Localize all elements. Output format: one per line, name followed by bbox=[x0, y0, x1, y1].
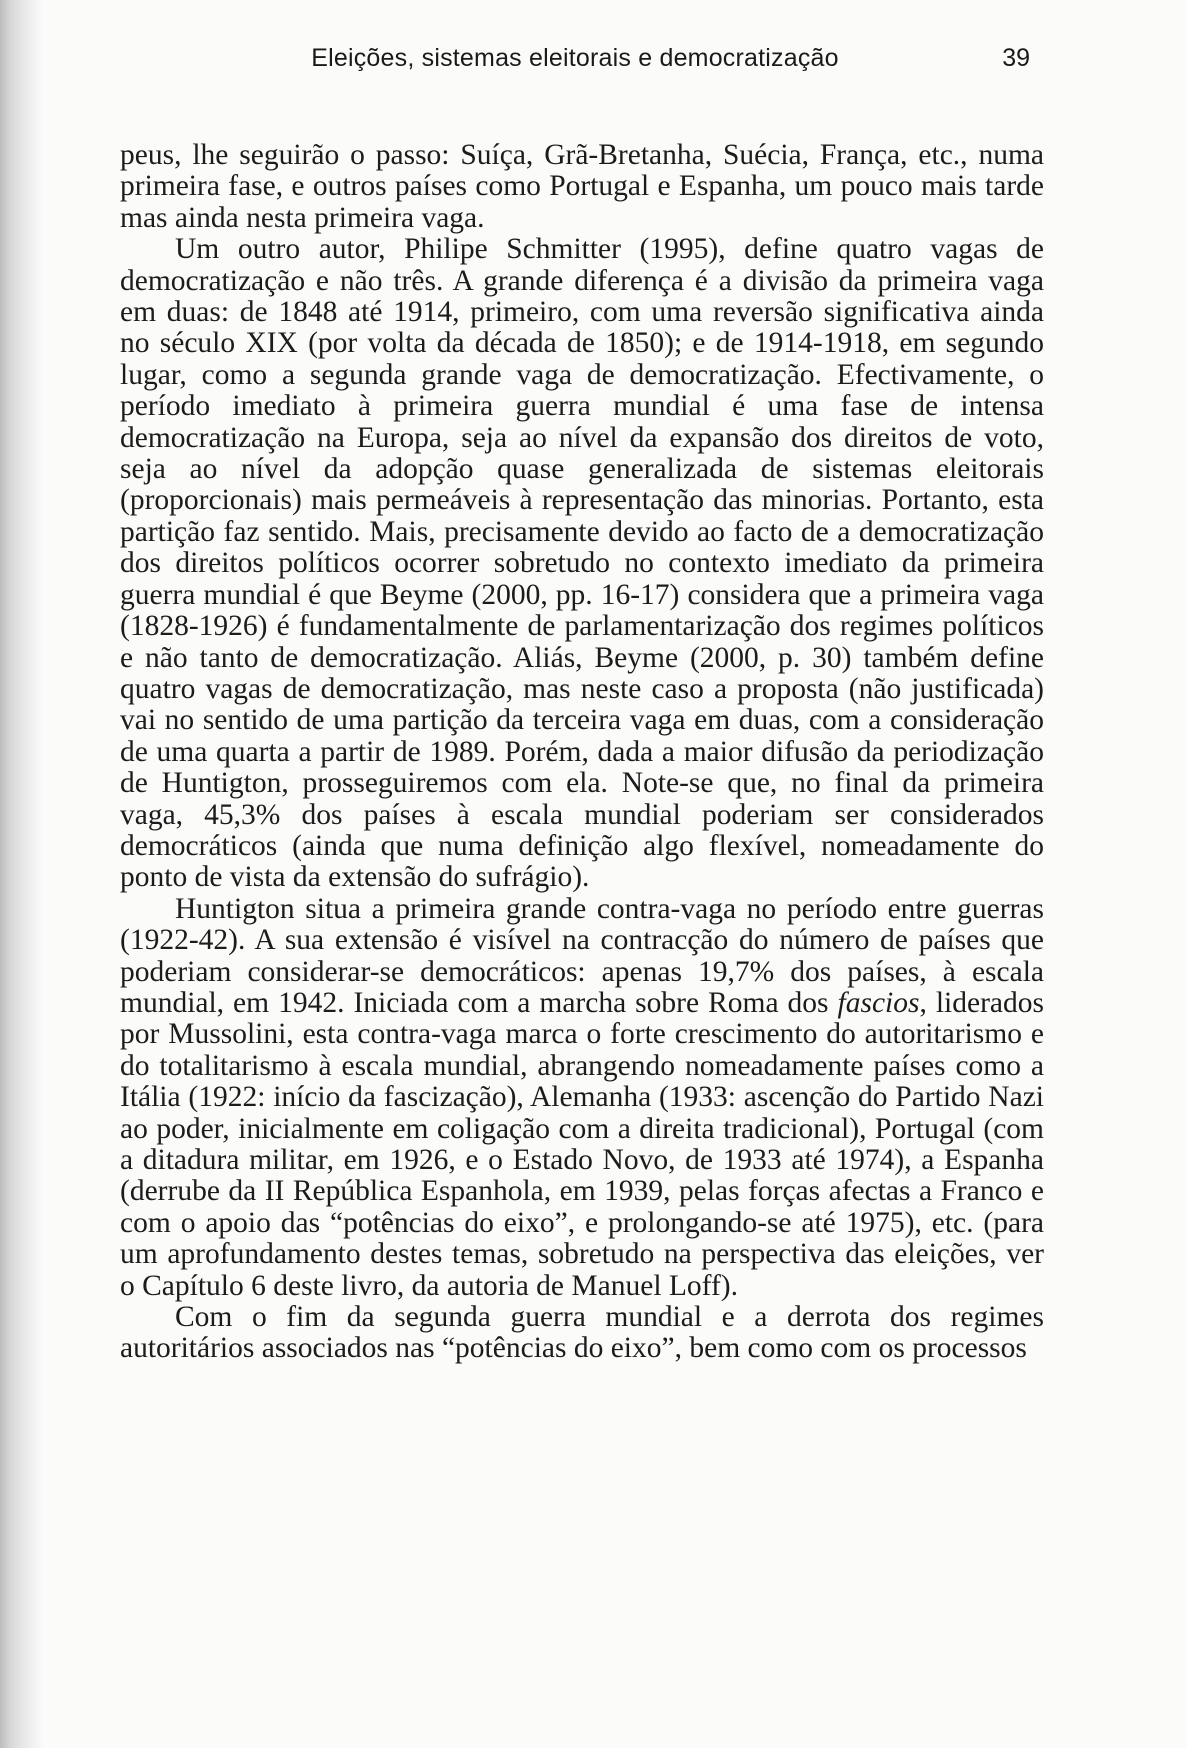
paragraph-1: peus, lhe seguirão o passo: Suíça, Grã-Bretanha, Suécia, França, etc., numa primeira fase, e outros países como Portugal e Espanha, um pouco mais tarde mas ainda nesta primeira vaga. bbox=[120, 139, 1044, 234]
paragraph-4: Com o fim da segunda guerra mundial e a derrota dos regimes autoritários associados nas “potências do eixo”, bem como com os processos bbox=[120, 1301, 1044, 1365]
paragraph-3-emphasis: fascios bbox=[837, 986, 920, 1019]
running-header bbox=[120, 40, 1030, 80]
body-text bbox=[120, 140, 1044, 1365]
page-number: 39 bbox=[1002, 44, 1030, 72]
paragraph-2: Um outro autor, Philipe Schmitter (1995), define quatro vagas de democratização e não três. A grande diferença é a divisão da primeira vaga em duas: de 1848 até 1914, primeiro, com uma reversão significativa ainda no século XIX (por volta da década de 1850); e de 1914-1918, em segundo lugar, como a segunda grande vaga de democratização. Efectivamente, o período imediato à primeira guerra mundial é uma fase de intensa democratização na Europa, seja ao nível da expansão dos direitos de voto, seja ao nível da adopção quase generalizada de sistemas eleitorais (proporcionais) mais permeáveis à representação das minorias. Portanto, esta partição faz sentido. Mais, precisamente devido ao facto de a democratização dos direitos políticos ocorrer sobretudo no contexto imediato da primeira guerra mundial é que Beyme (2000, pp. 16-17) considera que a primeira vaga (1828-1926) é fundamentalmente de parlamentarização dos regimes políticos e não tanto de democratização. Aliás, Beyme (2000, p. 30) também define quatro vagas de democratização, mas neste caso a proposta (não justificada) vai no sentido de uma partição da terceira vaga em duas, com a consideração de uma quarta a partir de 1989. Porém, dada a maior difusão da periodização de Huntigton, prosseguiremos com ela. Note-se que, no final da primeira vaga, 45,3% dos países à escala mundial poderiam ser considerados democráticos (ainda que numa definição algo flexível, nomeadamente do ponto de vista da extensão do sufrágio). bbox=[120, 233, 1044, 894]
binding-shadow bbox=[0, 0, 44, 1748]
paragraph-3-text-before: Huntigton situa a primeira grande contra-vaga no período entre guerras (1922-42). A sua extensão é visível na contracção do número de países que poderiam considerar-se democráticos: apenas 19,7% dos países, à escala mundial, em 1942. Iniciada com a marcha sobre Roma dos bbox=[120, 892, 1044, 1019]
paragraph-3-text-after: , liderados por Mussolini, esta contra-vaga marca o forte crescimento do autoritarismo e do totalitarismo à escala mundial, abrangendo nomeadamente países como a Itália (1922: início da fascização), Alemanha (1933: ascenção do Partido Nazi ao poder, inicialmente em coligação com a direita tradicional), Portugal (com a ditadura militar, em 1926, e o Estado Novo, de 1933 até 1974), a Espanha (derrube da II República Espanhola, em 1939, pelas forças afectas a Franco e com o apoio das “potências do eixo”, e prolongando-se até 1975), etc. (para um aprofundamento destes temas, sobretudo na perspectiva das eleições, ver o Capítulo 6 deste livro, da autoria de Manuel Loff). bbox=[120, 986, 1044, 1302]
running-title: Eleições, sistemas eleitorais e democratização bbox=[311, 44, 839, 72]
paragraph-3 bbox=[120, 894, 1044, 1302]
